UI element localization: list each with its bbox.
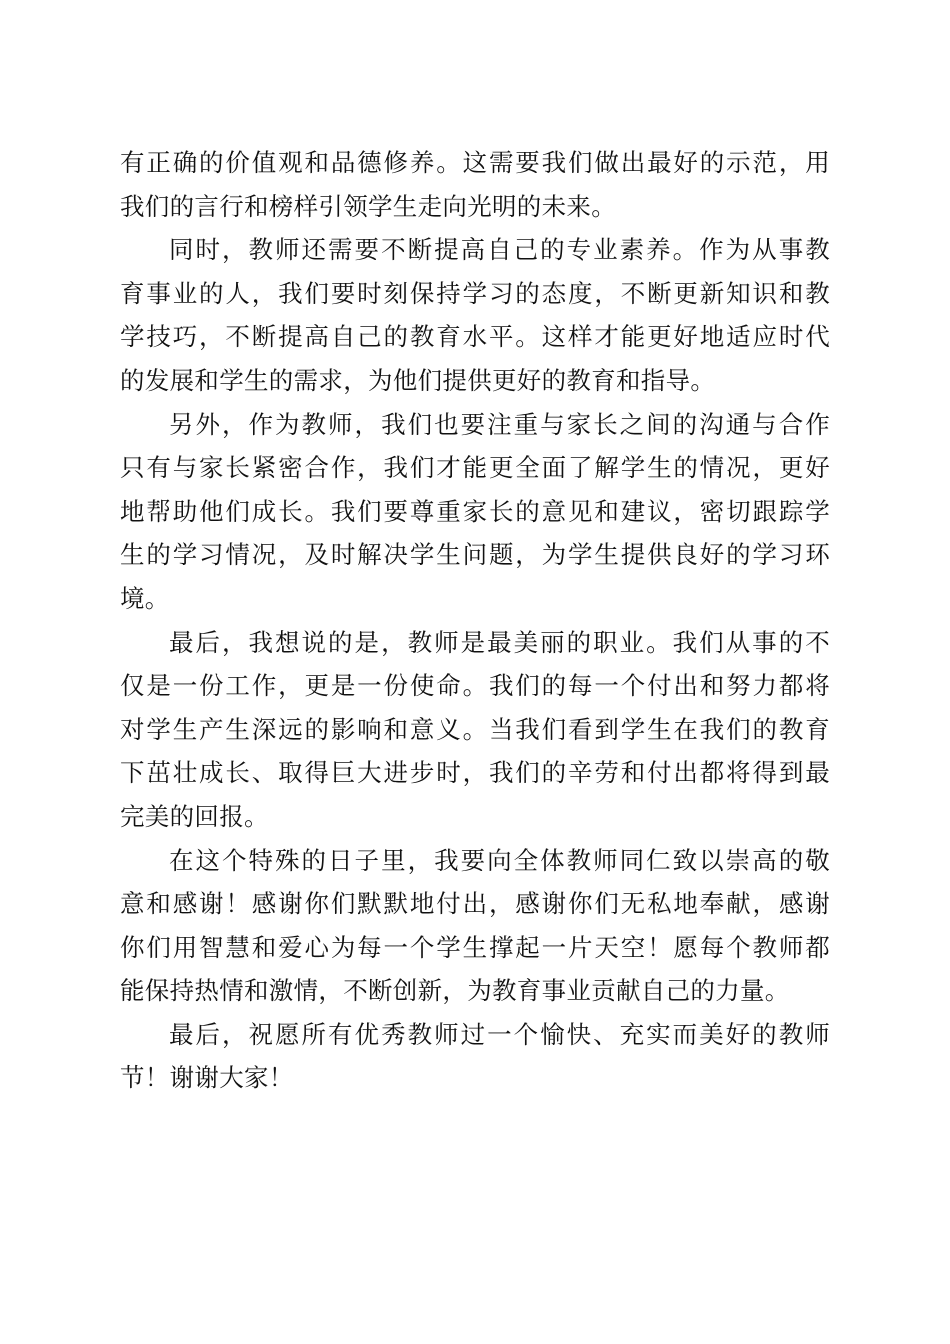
text-line: 的发展和学生的需求，为他们提供更好的教育和指导。 — [120, 365, 716, 395]
text-line: 另外，作为教师，我们也要注重与家长之间的沟通与合作 — [169, 409, 830, 439]
text-line: 下茁壮成长、取得巨大进步时，我们的辛劳和付出都将得到最 — [120, 758, 830, 788]
text-line: 仅是一份工作，更是一份使命。我们的每一个付出和努力都将 — [120, 671, 830, 701]
text-line: 你们用智慧和爱心为每一个学生撑起一片天空！愿每个教师都 — [120, 932, 830, 962]
text-line: 在这个特殊的日子里，我要向全体教师同仁致以崇高的敬 — [169, 845, 830, 875]
text-line: 只有与家长紧密合作，我们才能更全面了解学生的情况，更好 — [120, 453, 830, 483]
text-line: 最后，我想说的是，教师是最美丽的职业。我们从事的不 — [169, 627, 830, 657]
text-line: 生的学习情况，及时解决学生问题，为学生提供良好的学习环 — [120, 540, 830, 570]
text-line: 我们的言行和榜样引领学生走向光明的未来。 — [120, 191, 616, 221]
text-line: 完美的回报。 — [120, 801, 269, 831]
text-line: 地帮助他们成长。我们要尊重家长的意见和建议，密切跟踪学 — [120, 496, 830, 526]
text-line: 学技巧，不断提高自己的教育水平。这样才能更好地适应时代 — [120, 322, 830, 352]
text-line: 同时，教师还需要不断提高自己的专业素养。作为从事教 — [169, 235, 830, 265]
text-line: 意和感谢！感谢你们默默地付出，感谢你们无私地奉献，感谢 — [120, 889, 830, 919]
text-line: 有正确的价值观和品德修养。这需要我们做出最好的示范，用 — [120, 148, 830, 177]
text-line: 境。 — [120, 583, 170, 613]
document-body — [120, 141, 830, 1100]
text-line: 育事业的人，我们要时刻保持学习的态度，不断更新知识和教 — [120, 278, 830, 308]
text-line: 节！谢谢大家！ — [120, 1063, 294, 1093]
text-line: 对学生产生深远的影响和意义。当我们看到学生在我们的教育 — [120, 714, 830, 744]
text-line: 能保持热情和激情，不断创新，为教育事业贡献自己的力量。 — [120, 976, 790, 1006]
text-line: 最后，祝愿所有优秀教师过一个愉快、充实而美好的教师 — [169, 1019, 830, 1049]
